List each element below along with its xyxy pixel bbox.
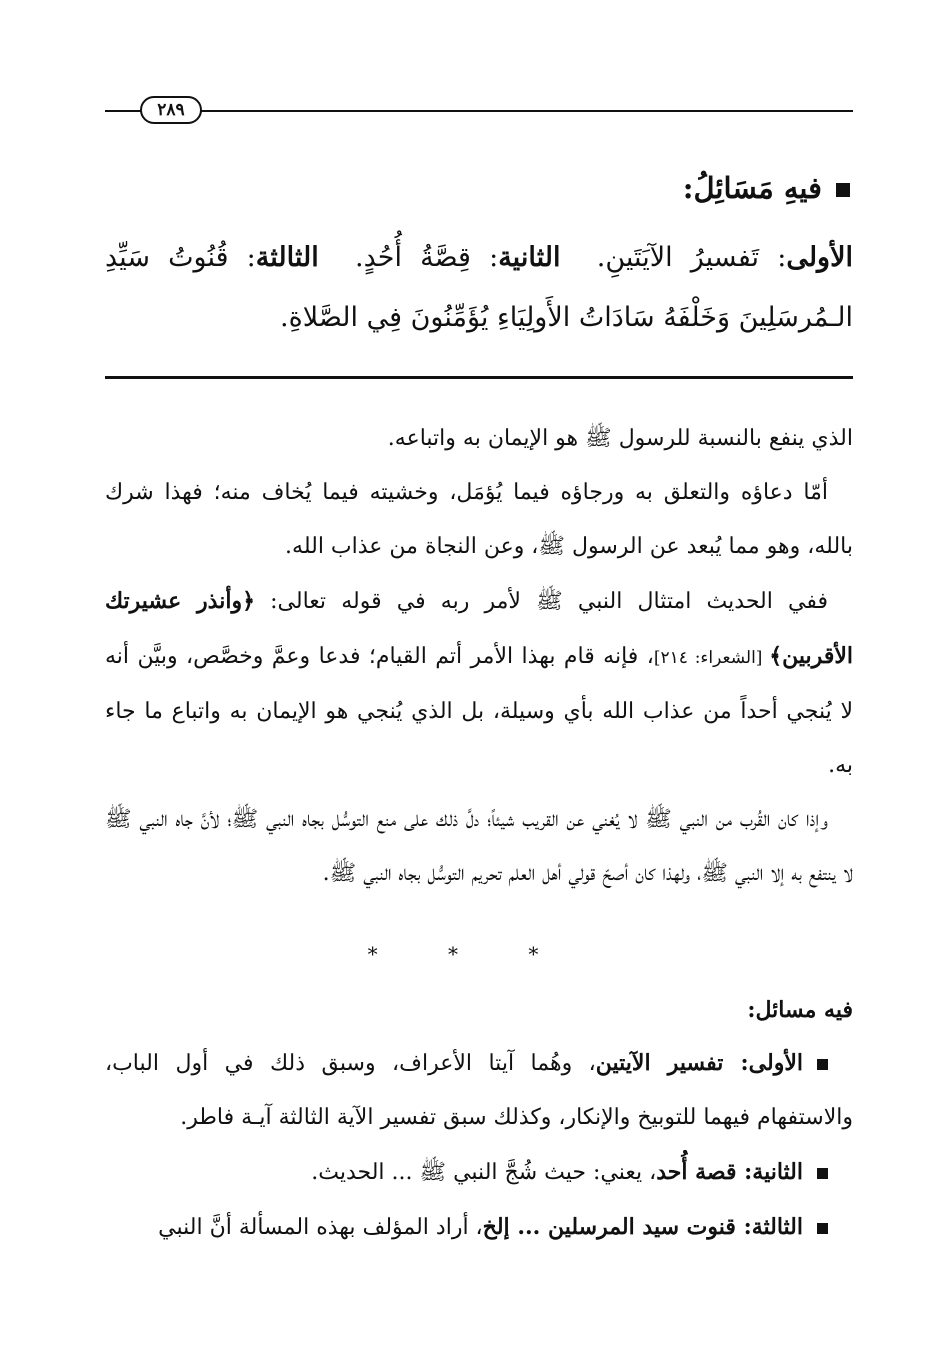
masail-item-text: ، أراد المؤلف بهذه المسألة أنَّ النبي — [158, 1215, 483, 1240]
commentary-paragraph: أمّا دعاؤه والتعلق به ورجاؤه فيما يُؤمَل، وخشيته فيما يُخاف منه؛ فهذا شرك بالله، وهو مما يُبعد عن الرسول ﷺ، وعن النجاة من عذاب الله. — [105, 480, 853, 559]
verse-reference: [الشعراء: ٢١٤] — [653, 648, 770, 668]
masail-item-label: الثانية: قصة أُحد — [656, 1159, 803, 1185]
matn-third-label: الثالثة — [255, 242, 319, 273]
section-divider — [105, 376, 853, 379]
commentary-paragraph: الذي ينفع بالنسبة للرسول ﷺ هو الإيمان به واتباعه. — [387, 426, 853, 451]
matn-first-label: الأولى — [786, 242, 853, 273]
header-rule — [105, 110, 853, 112]
square-bullet-icon — [817, 1059, 828, 1070]
masail-item — [105, 1145, 853, 1200]
commentary-text: ، فإنه قام بهذا الأمر أتم القيام؛ فدعا وعمَّ وخصَّص، وبيَّن أنه لا يُنجي أحداً من عذاب الله بأي وسيلة، بل الذي يُنجي هو الإيمان به واتباع ما جاء به. — [105, 644, 853, 778]
masail-item-label: الأولى: تفسير الآيتين — [595, 1050, 803, 1076]
square-bullet-icon — [817, 1223, 828, 1234]
masail-item-text: ، يعني: حيث شُجَّ النبي ﷺ ... الحديث. — [311, 1160, 657, 1185]
masail-item-text: ، وهُما آيتا الأعراف، وسبق ذلك في أول الباب، والاستفهام فيهما للتوبيخ والإنكار، وكذلك سبق تفسير الآية الثالثة آيـة فاطر. — [105, 1051, 853, 1130]
masail-list — [105, 1036, 853, 1255]
matn-heading — [105, 168, 850, 208]
masail-item — [105, 1200, 853, 1255]
matn-third-text: : قُنُوتُ سَيِّدِ الـمُرسَلِينَ وَخَلْفَهُ سَادَاتُ الأَولِيَاءِ يُؤَمِّنُونَ فِي الصَّلاةِ. — [105, 242, 853, 333]
matn-heading-text: فيهِ مَسَائِلُ: — [682, 171, 822, 205]
commentary-paragraph: وإذا كان القُرب من النبي ﷺ لا يُغني عن القريب شيئاً؛ دلَّ ذلك على منع التوسُّل بجاه النبي ﷺ؛ لأنَّ جاه النبي ﷺ لا ينتفع به إلا النبي ﷺ، ولهذا كان أصحّ قولي أهل العلم تحريم التوسُّل بجاه النبي ﷺ. — [105, 807, 853, 886]
matn-second-text: : قِصَّةُ أُحُدٍ. — [355, 242, 499, 273]
commentary-text: ففي الحديث امتثال النبي ﷺ لأمر ربه في قوله تعالى: — [254, 589, 828, 614]
matn-second-label: الثانية — [498, 242, 561, 273]
square-bullet-icon — [836, 183, 850, 197]
masail-item — [105, 1036, 853, 1145]
quran-verse: ﴿وأنذر عشيرتك الأقربين﴾ — [105, 588, 853, 669]
masail-title: فيه مسائل: — [747, 997, 853, 1023]
square-bullet-icon — [817, 1168, 828, 1179]
section-separator: * * * — [367, 942, 571, 966]
matn-text — [105, 228, 853, 348]
page-number: ٢٨٩ — [140, 96, 202, 124]
matn-first-text: : تَفسيرُ الآيَتَينِ. — [596, 242, 787, 273]
commentary-paragraph — [105, 574, 853, 793]
masail-item-label: الثالثة: قنوت سيد المرسلين ... إلخ — [482, 1214, 803, 1240]
commentary — [105, 412, 853, 901]
